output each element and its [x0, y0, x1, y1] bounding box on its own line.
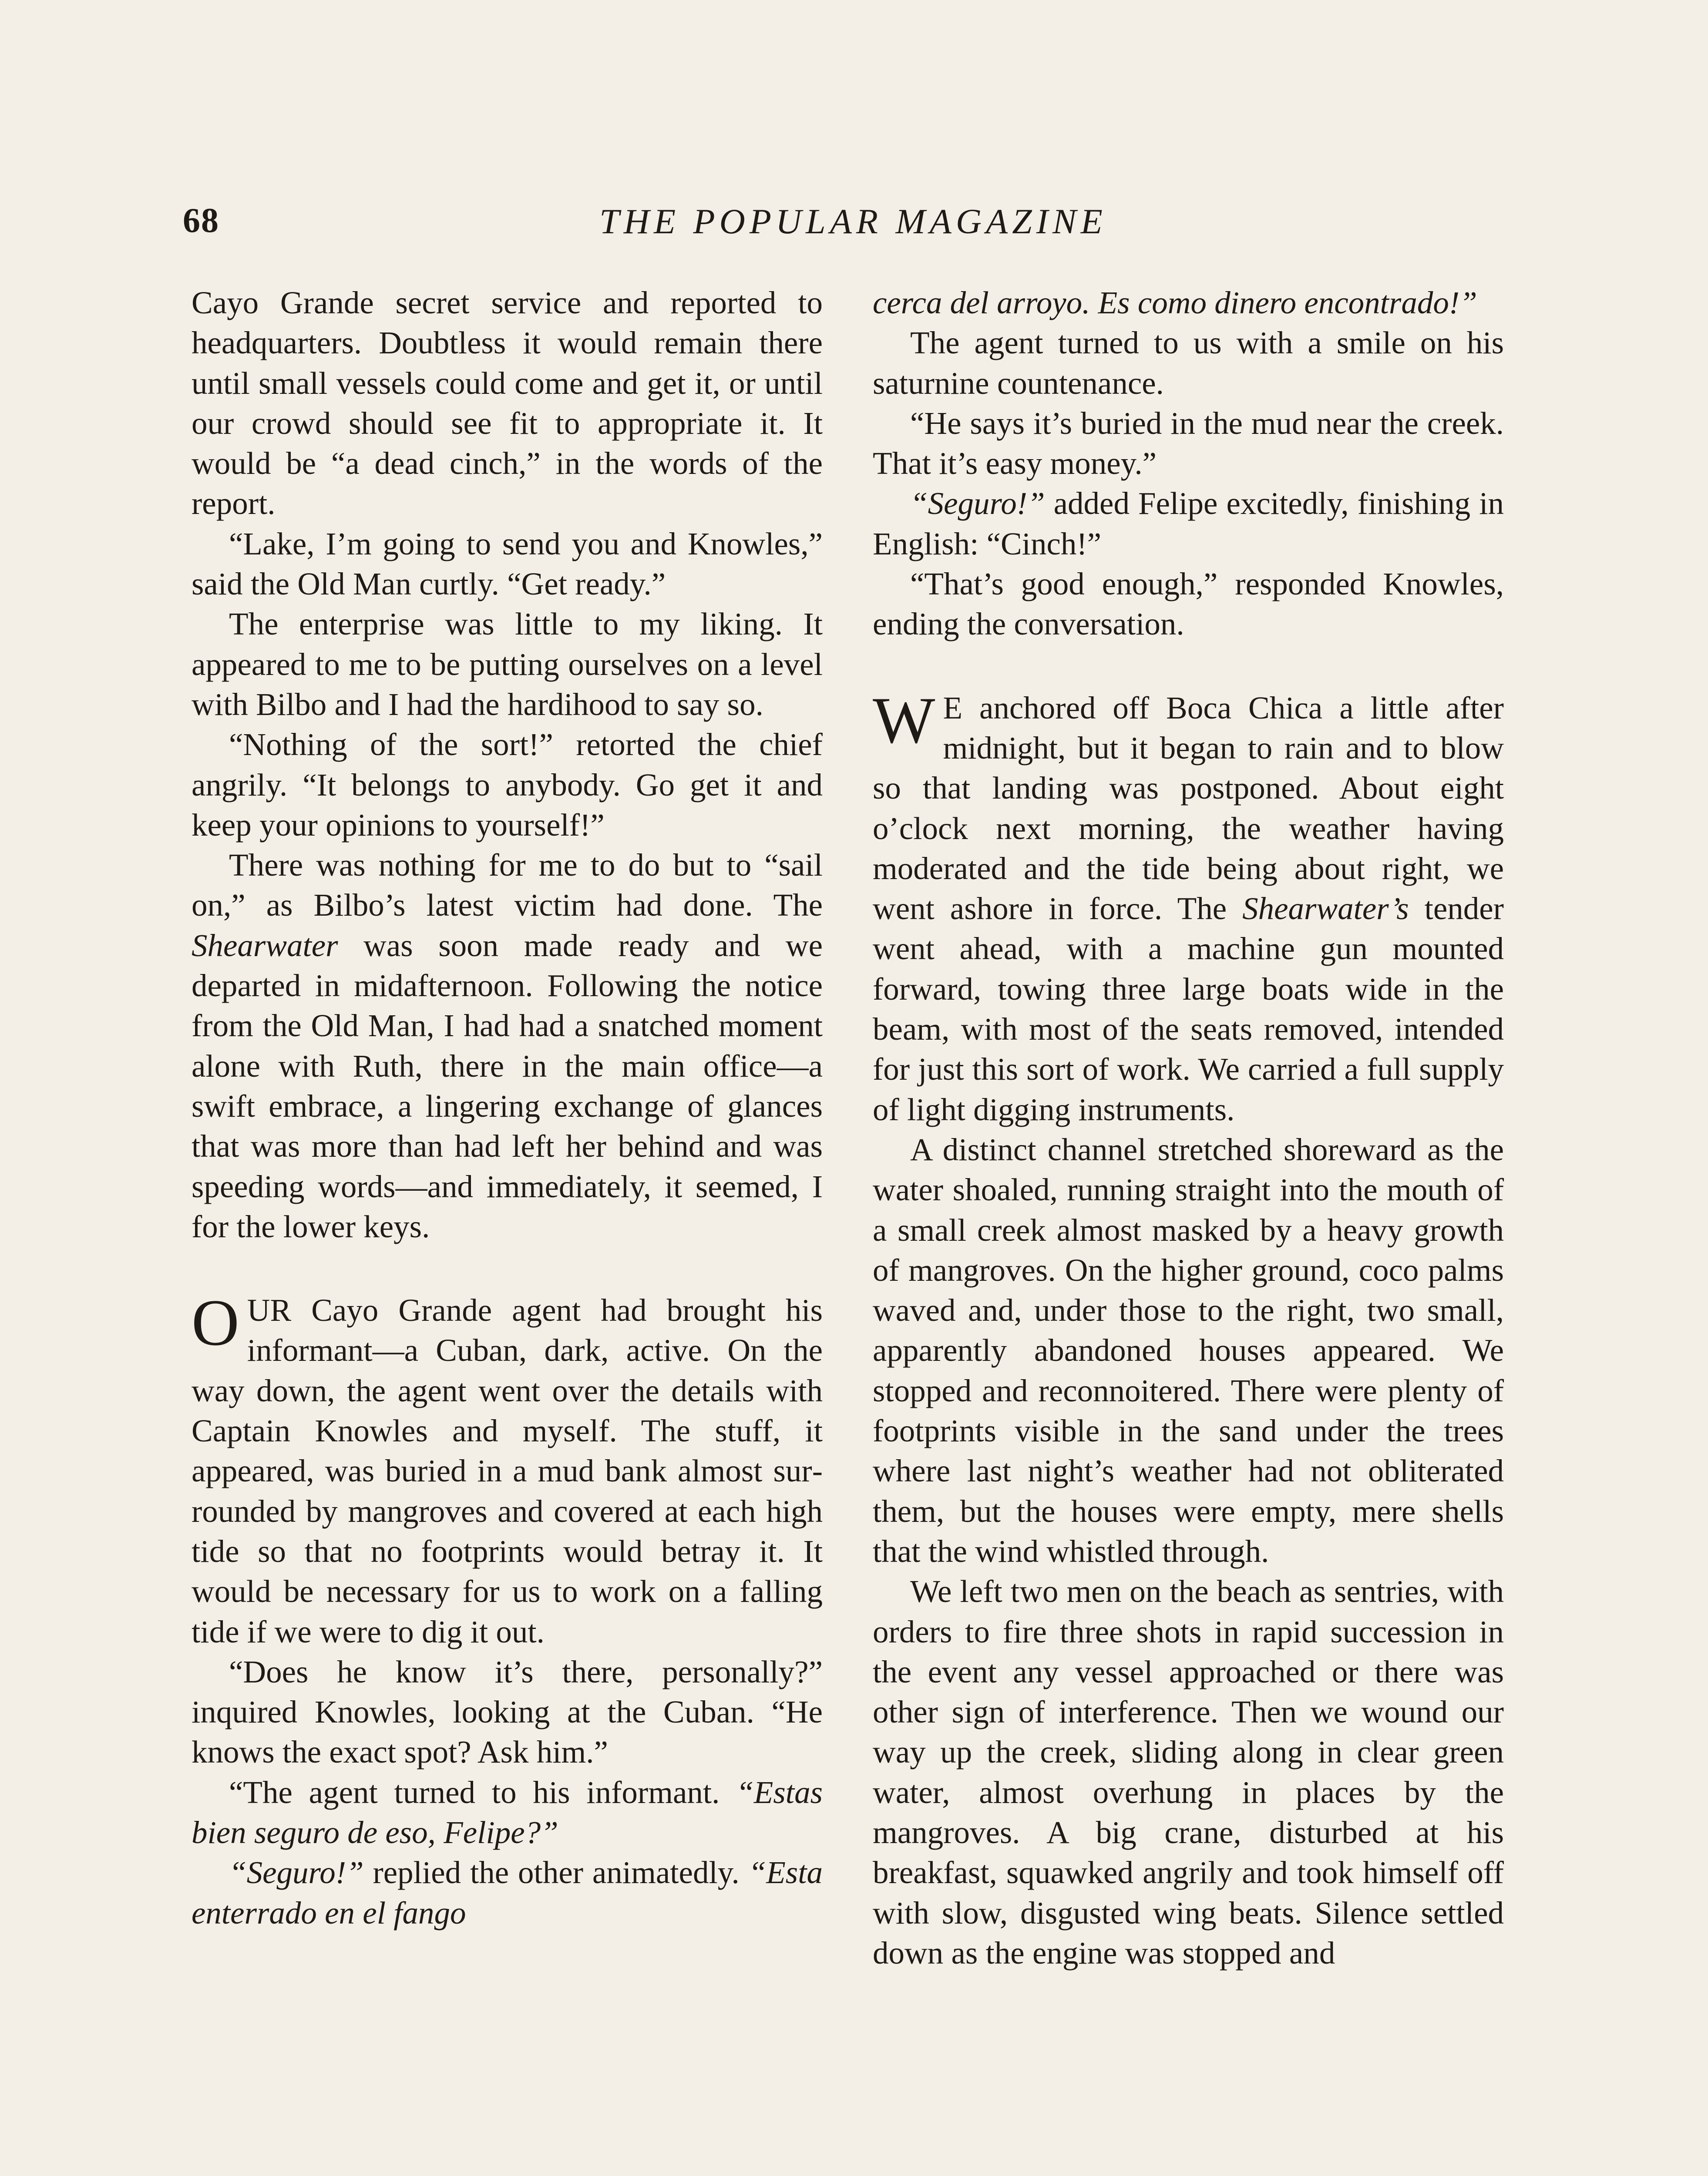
paragraph: The enterprise was little to my liking. It appeared to me to be putting ourselves on a level with Bilbo and I had the hardihood to say so.: [192, 606, 823, 722]
paragraph: [192, 1773, 823, 1853]
spanish-quote: “Seguro!”: [910, 486, 1045, 521]
right-column: [873, 283, 1504, 1973]
section-paragraph: [873, 683, 1504, 1130]
page-header: [183, 201, 1523, 258]
ship-name: Shearwater: [192, 927, 338, 963]
section-paragraph: [192, 1286, 823, 1652]
spanish-quote: “Estas bien seguro de eso, Felipe?”: [192, 1774, 823, 1850]
running-head: THE POPULAR MAGAZINE: [599, 201, 1107, 241]
text-run: “The agent turned to his informant.: [229, 1774, 736, 1810]
paragraph: “Nothing of the sort!” retorted the chief angrily. “It belongs to anybody. Go get it and keep your opinions to yourself!”: [192, 727, 823, 843]
text-run: added Felipe excitedly, finishing in English: “Cinch!”: [873, 486, 1504, 561]
paragraph: [192, 1853, 823, 1933]
paragraph: “Does he know it’s there, personally?” inquired Knowles, looking at the Cuban. “He knows the exact spot? Ask him.”: [192, 1654, 823, 1770]
ship-name: Shearwater’s: [1242, 891, 1409, 927]
text-run: E anchored off Boca Chica a little after midnight, but it began to rain and to blow so that landing was postponed. About eight o’clock next morning, the weather having moderated and the tide being about right, we went ashore in force. The: [873, 690, 1504, 927]
text-run: was soon made ready and we departed in midafternoon. Following the notice from the Old Man, I had had a snatched moment alone with Ruth, there in the main office—a swift embrace, a lingering exchange of glances that was more than had left her behind and was speeding words—and immediately, it seemed, I for the lower keys.: [192, 927, 823, 1244]
text-run: UR Cayo Grande agent had brought his informant—a Cuban, dark, active. On the way down, the agent went over the details with Captain Knowles and myself. The stuff, it appeared, was buried in a mud bank almost surrounded by mangroves and covered at each high tide so that no footprints would betray it. It would be necessary for us to work on a falling tide if we were to dig it out.: [192, 1293, 823, 1649]
text-run: tender went ahead, with a machine gun mounted forward, towing three large boats wide in the beam, with most of the seats removed, intended for just this sort of work. We carried a full supply of light digging instruments.: [873, 891, 1504, 1127]
paragraph: “He says it’s buried in the mud near the creek. That it’s easy money.”: [873, 405, 1504, 481]
drop-cap: W: [873, 683, 935, 757]
paragraph: [873, 484, 1504, 564]
paragraph: The agent turned to us with a smile on his saturnine countenance.: [873, 325, 1504, 401]
spanish-quote: cerca del arroyo. Es como dinero encontrado!”: [873, 285, 1477, 320]
paragraph: We left two men on the beach as sentries, with orders to fire three shots in rapid succession in the event any vessel approached or there was other sign of interference. Then we wound our way up the creek, sliding along in clear green water, almost overhung in places by the mangroves. A big crane, disturbed at his breakfast, squawked angrily and took himself off with slow, disgusted wing beats. Silence settled down as the engine was stopped and: [873, 1574, 1504, 1971]
drop-cap: O: [192, 1286, 239, 1360]
paragraph: “Lake, I’m going to send you and Knowles,” said the Old Man curtly. “Get ready.”: [192, 526, 823, 602]
spanish-quote: “Esta enterrado en el fango: [192, 1855, 823, 1931]
text-run: There was nothing for me to do but to “sail on,” as Bilbo’s latest victim had done. The: [192, 847, 823, 923]
text-run: replied the other animatedly.: [363, 1855, 749, 1891]
paragraph: [873, 283, 1504, 323]
paragraph: Cayo Grande secret service and reported to headquarters. Doubtless it would remain there until small vessels could come and get it, or until our crowd should see fit to appropriate it. It would be “a dead cinch,” in the words of the report.: [192, 285, 823, 521]
page-number: 68: [183, 201, 219, 240]
paragraph: “That’s good enough,” responded Knowles, ending the conversation.: [873, 566, 1504, 642]
paragraph: A distinct channel stretched shoreward as the water shoaled, running straight into the mouth of a small creek almost masked by a heavy growth of mangroves. On the higher ground, coco palms waved and, under those to the right, two small, apparently abandoned houses appeared. We stopped and reconnoitered. There were plenty of footprints visible in the sand under the trees where last night’s weather had not obliterated them, but the houses were empty, mere shells that the wind whistled through.: [873, 1132, 1504, 1569]
left-column: [192, 283, 823, 1933]
spanish-quote: “Seguro!”: [229, 1855, 364, 1891]
paragraph: [192, 845, 823, 1247]
